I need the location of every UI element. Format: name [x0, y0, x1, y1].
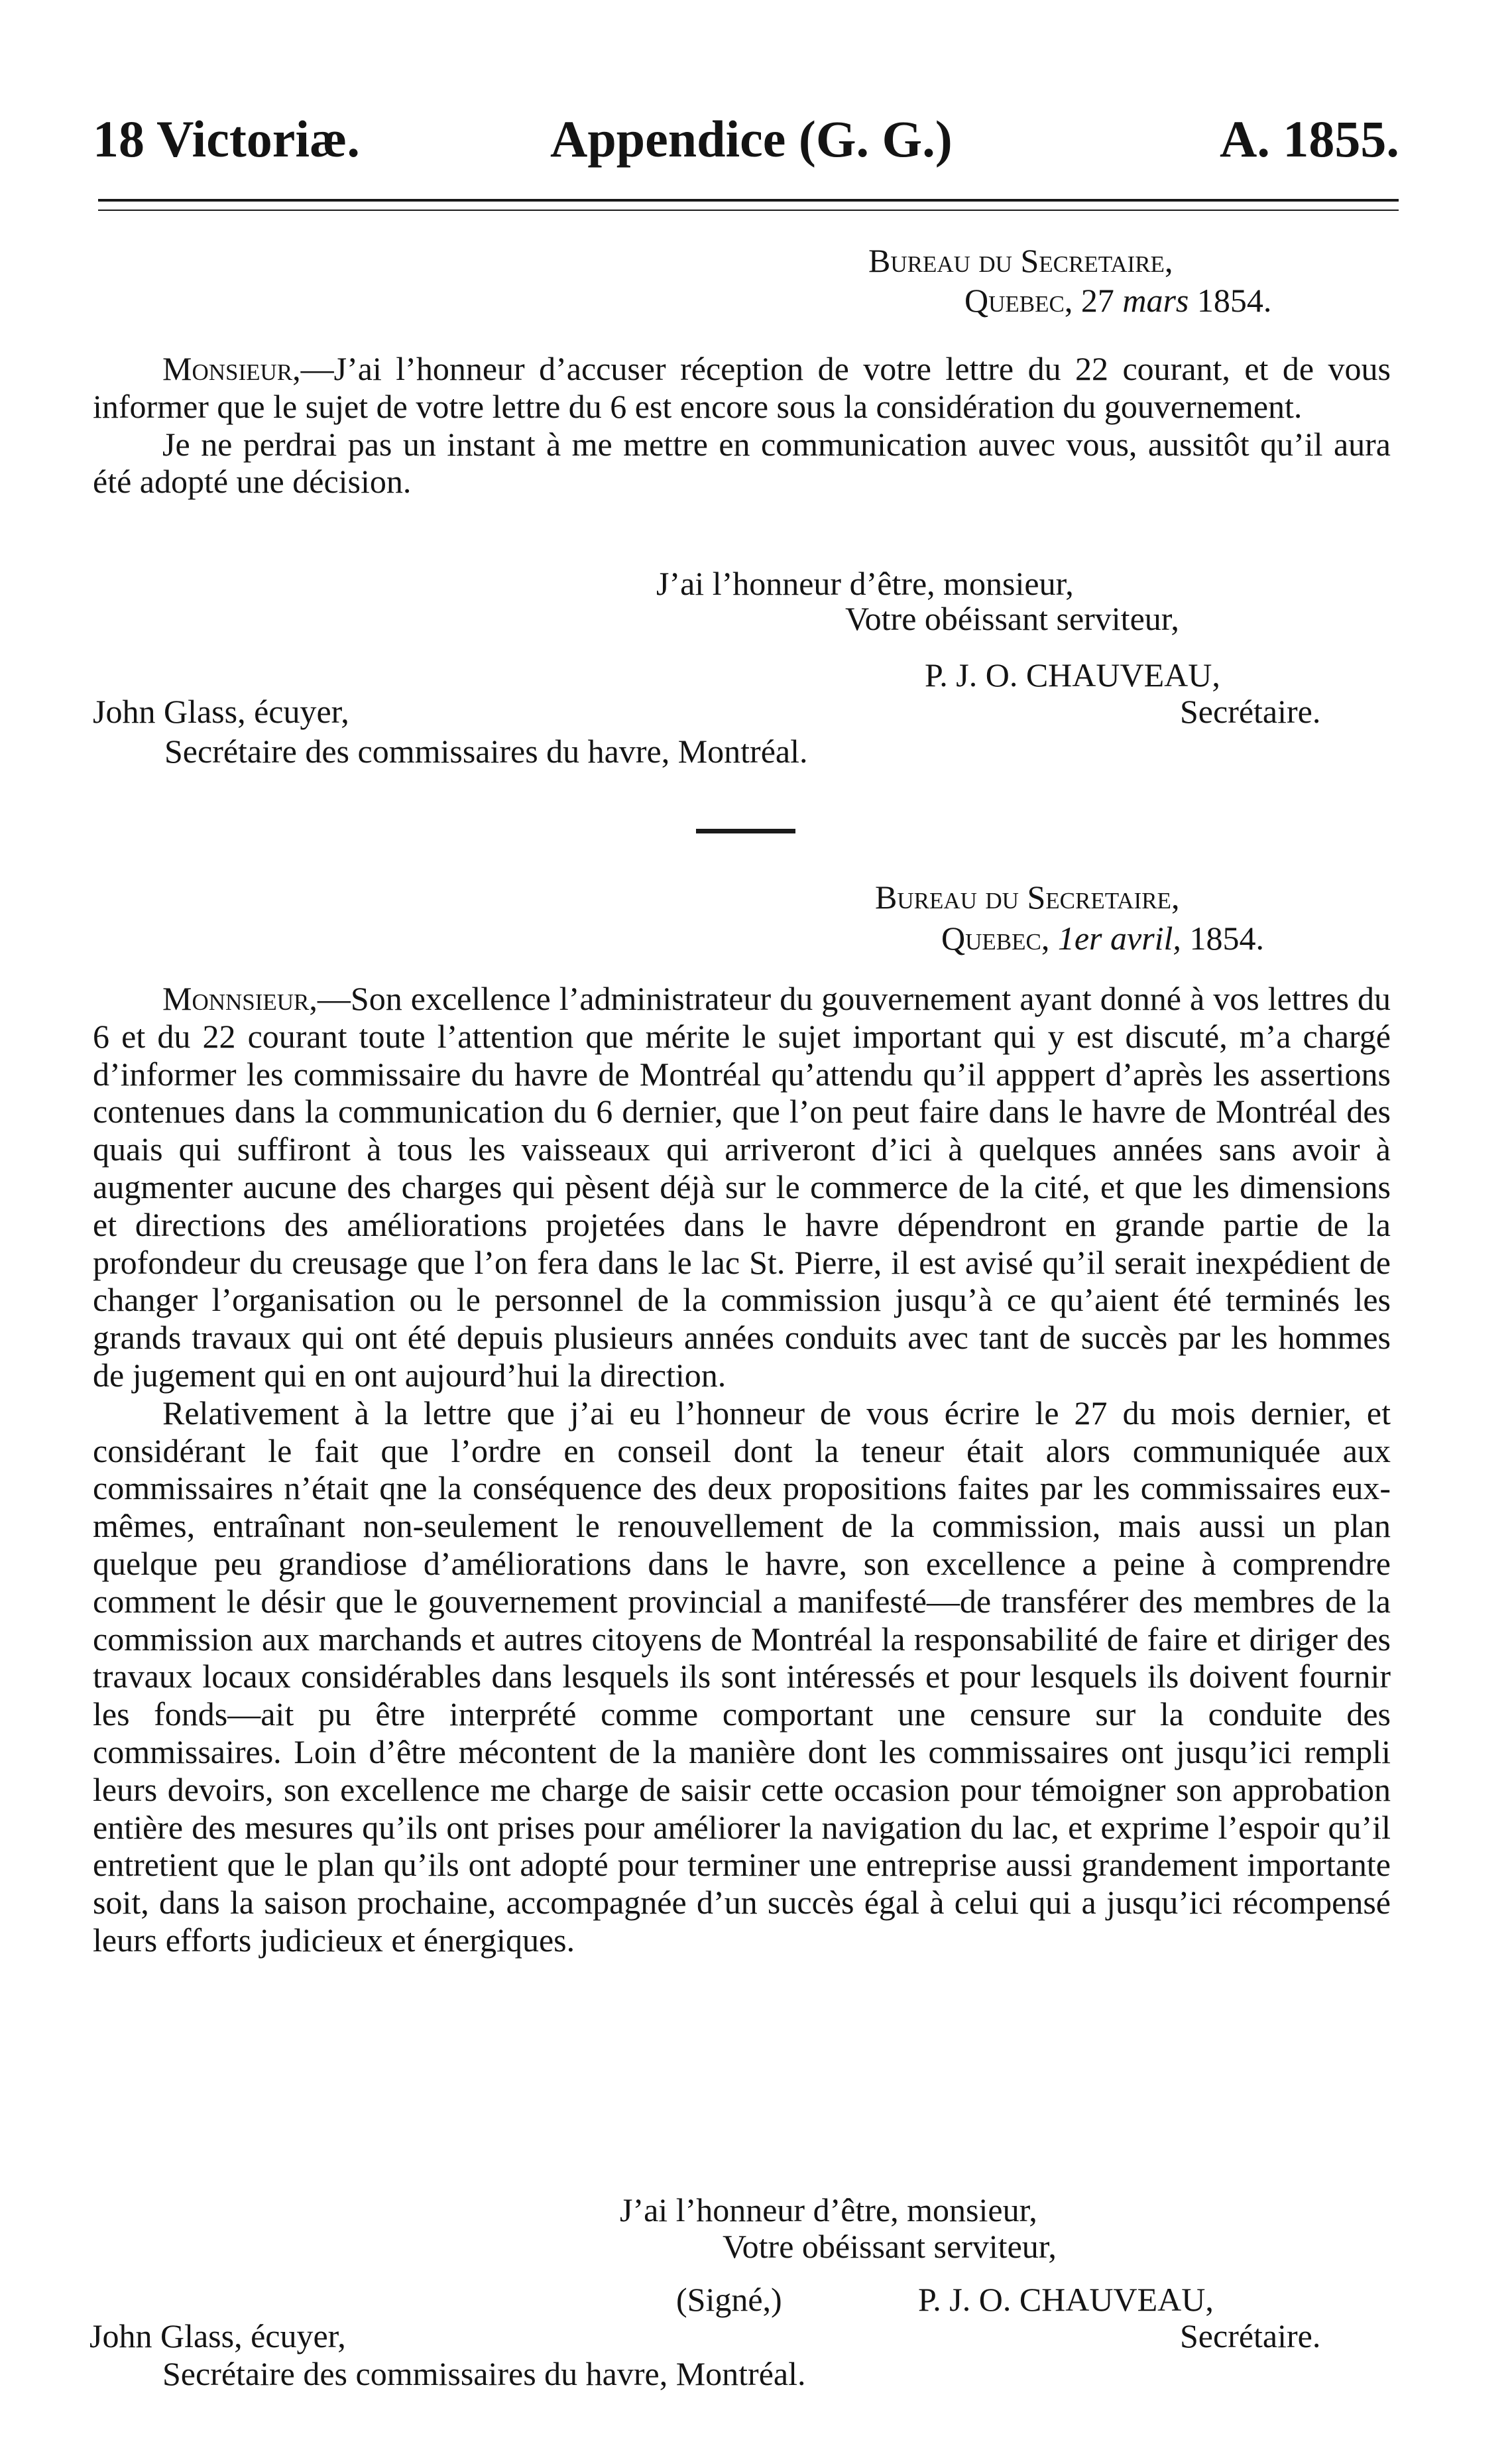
letter2-signed-note: (Signé,)	[676, 2281, 782, 2318]
letter2-date-month: avril,	[1110, 920, 1181, 957]
letter2-paragraph-2: Relativement à la lettre que j’ai eu l’honneur de vous écrire le 27 du mois dernier, et considérant le fait que l’ordre en conseil dont la teneur était alors communiquée aux commissaires n’était qne la conséquence des deux propositions faites par les commissaires eux-mêmes, entraînant non-seulement le renouvellement de la commission, mais aussi un plan quelque peu grandiose d’améliorations dans le havre, son excellence a peine à comprendre comment le désir que le gouvernement provincial a manifesté—de transférer des membres de la commission aux marchands et autres citoyens de Montréal la responsabilité de faire et diriger des travaux locaux considérables dans lesquels ils sont intéressés et pour lesquels ils doivent fournir les fonds—ait pu être interprété comme comportant une censure sur la conduite des commissaires. Loin d’être mécontent de la manière dont les commissaires ont jusqu’ici rempli leurs devoirs, son excellence me charge de saisir cette occasion pour témoigner son approbation entière des mesures qu’ils ont prises pour améliorer la navigation du lac, et exprime l’espoir qu’il entretient que le plan qu’ils ont adopté pour terminer une entreprise aussi grandement importante soit, dans la saison prochaine, accompagnée d’un succès égal à celui qui a jusqu’ici récompensé leurs efforts judicieux et énergiques.	[93, 1394, 1391, 1959]
header-year: A. 1855.	[1220, 110, 1399, 168]
header-appendix: Appendice (G. G.)	[550, 110, 953, 168]
letter-separator	[696, 829, 795, 833]
letter2-date-year: 1854.	[1189, 920, 1264, 957]
letter2-dateline	[941, 920, 1264, 957]
letter2-signatory-title: Secrétaire.	[1180, 2317, 1321, 2354]
letter2-closing-1: J’ai l’honneur d’être, monsieur,	[620, 2191, 1037, 2228]
letter1-dateline	[964, 282, 1271, 319]
letter1-place: Quebec,	[964, 282, 1073, 319]
letter2-office: Bureau du Secretaire,	[875, 879, 1180, 916]
letter1-paragraph-1: Monsieur,—J’ai l’honneur d’accuser réception de votre lettre du 22 courant, et de vous informer que le sujet de votre lettre du 6 est encore sous la considération du gouvernement.	[93, 350, 1391, 425]
letter1-closing-1: J’ai l’honneur d’être, monsieur,	[656, 565, 1074, 602]
letter2-place: Quebec,	[941, 920, 1050, 957]
letter1-addressee-name: John Glass, écuyer,	[93, 693, 349, 730]
letter2-body	[93, 980, 1391, 1959]
letter1-office: Bureau du Secretaire,	[868, 242, 1173, 279]
letter2-salutation: Monnsieur,	[162, 980, 318, 1017]
letter1-date-day: 27	[1080, 282, 1114, 319]
letter2-addressee-position: Secrétaire des commissaires du havre, Montréal.	[162, 2355, 806, 2392]
letter1-signature: P. J. O. CHAUVEAU,	[925, 656, 1220, 694]
letter1-date-month: mars	[1122, 282, 1189, 319]
header-session: 18 Victoriæ.	[93, 110, 360, 168]
letter2-signature: P. J. O. CHAUVEAU,	[918, 2281, 1214, 2318]
letter1-body	[93, 350, 1391, 501]
letter2-closing-2: Votre obéissant serviteur,	[723, 2228, 1057, 2265]
letter1-signatory-title: Secrétaire.	[1180, 693, 1321, 730]
letter1-salutation: Monsieur,	[162, 350, 301, 387]
letter1-date-year: 1854.	[1196, 282, 1272, 319]
letter1-paragraph-2: Je ne perdrai pas un instant à me mettre en communication auvec vous, aussitôt qu’il aura été adopté une décision.	[93, 425, 1391, 501]
header-rule	[98, 199, 1399, 211]
letter1-closing-2: Votre obéissant serviteur,	[845, 600, 1179, 637]
letter2-date-day: 1er	[1057, 920, 1102, 957]
letter1-addressee-position: Secrétaire des commissaires du havre, Montréal.	[164, 733, 808, 770]
letter2-paragraph-1: Monnsieur,—Son excellence l’administrateur du gouvernement ayant donné à vos lettres du 6 et du 22 courant toute l’attention que mérite le sujet important qui y est discuté, m’a chargé d’informer les commissaire du havre de Montréal qu’attendu qu’il apppert d’après les assertions contenues dans la communication du 6 dernier, que l’on peut faire dans le havre de Montréal des quais qui suffiront à tous les vaisseaux qui arriveront d’ici à quelques années sans avoir à augmenter aucune des charges qui pèsent déjà sur le commerce de la cité, et que les dimensions et directions des améliorations projetées dans le havre dépendront en grande partie de la profondeur du creusage que l’on fera dans le lac St. Pierre, il est avisé qu’il serait inexpédient de changer l’organisation ou le personnel de la commission jusqu’à ce qu’aient été terminés les grands travaux qui ont été depuis plusieurs années conduits avec tant de succès par les hommes de jugement qui en ont aujourd’hui la direction.	[93, 980, 1391, 1394]
letter2-addressee-name: John Glass, écuyer,	[89, 2317, 346, 2354]
